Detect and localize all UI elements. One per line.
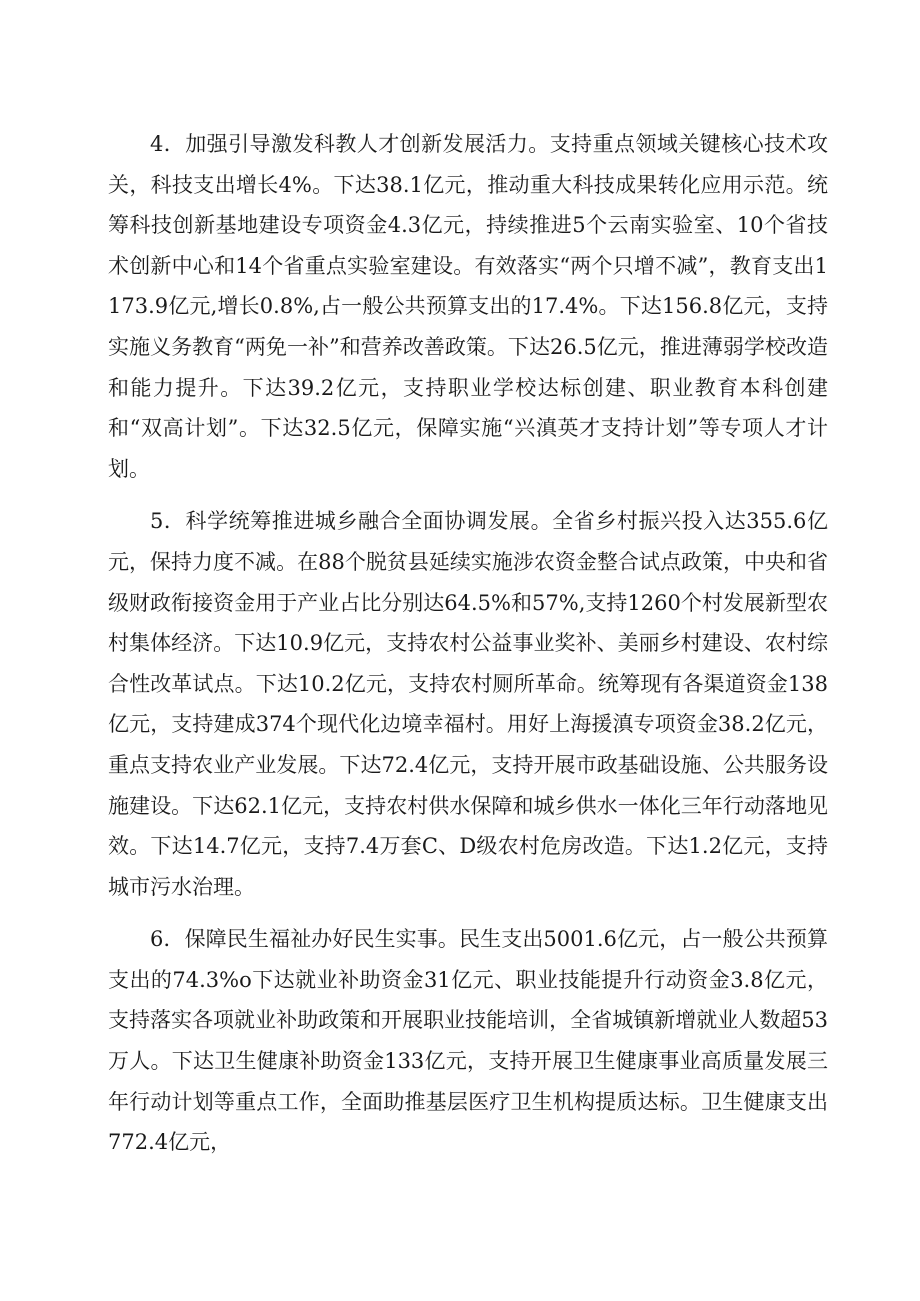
document-body — [108, 124, 828, 1163]
paragraph-livelihood-welfare: 6．保障民生福祉办好民生实事。民生支出5001.6亿元，占一般公共预算支出的74.3%o下达就业补助资金31亿元、职业技能提升行动资金3.8亿元，支持落实各项就业补助政策和开展职业技能培训，全省城镇新增就业人数超53万人。下达卫生健康补助资金133亿元，支持开展卫生健康事业高质量发展三年行动计划等重点工作，全面助推基层医疗卫生机构提质达标。卫生健康支出772.4亿元， — [108, 927, 828, 1155]
paragraph-science-education-talent: 4．加强引导激发科教人才创新发展活力。支持重点领域关键核心技术攻关，科技支出增长4%。下达38.1亿元，推动重大科技成果转化应用示范。统筹科技创新基地建设专项资金4.3亿元，持续推进5个云南实验室、10个省技术创新中心和14个省重点实验室建设。有效落实“两个只增不减”，教育支出1173.9亿元,增长0.8%,占一般公共预算支出的17.4%。下达156.8亿元，支持实施义务教育“两免一补”和营养改善政策。下达26.5亿元，推进薄弱学校改造和能力提升。下达39.2亿元，支持职业学校达标创建、职业教育本科创建和“双高计划”。下达32.5亿元，保障实施“兴滇英才支持计划”等专项人才计划。 — [108, 132, 828, 481]
paragraph-urban-rural-integration: 5．科学统筹推进城乡融合全面协调发展。全省乡村振兴投入达355.6亿元，保持力度不减。在88个脱贫县延续实施涉农资金整合试点政策，中央和省级财政衔接资金用于产业占比分别达64.5%和57%,支持1260个村发展新型农村集体经济。下达10.9亿元，支持农村公益事业奖补、美丽乡村建设、农村综合性改革试点。下达10.2亿元，支持农村厕所革命。统筹现有各渠道资金138亿元，支持建成374个现代化边境幸福村。用好上海援滇专项资金38.2亿元，重点支持农业产业发展。下达72.4亿元，支持开展市政基础设施、公共服务设施建设。下达62.1亿元，支持农村供水保障和城乡供水一体化三年行动落地见效。下达14.7亿元，支持7.4万套C、D级农村危房改造。下达1.2亿元，支持城市污水治理。 — [108, 509, 828, 899]
